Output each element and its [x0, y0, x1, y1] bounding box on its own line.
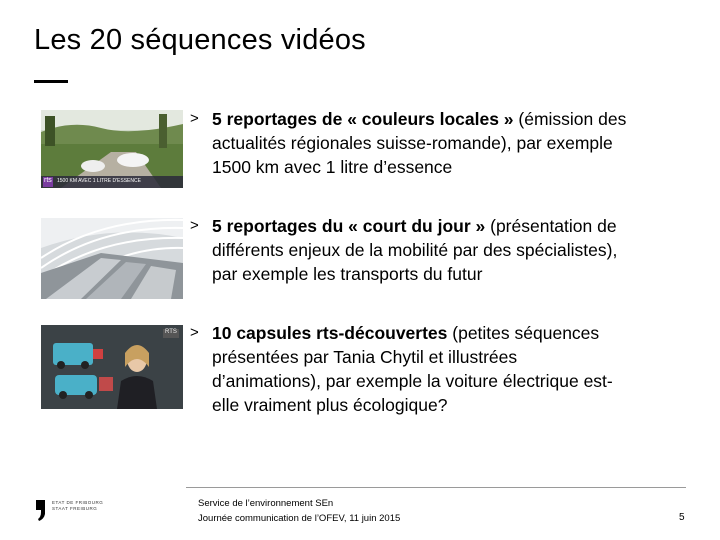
bullet-item-1 [190, 107, 690, 179]
thumbnail-1-caption: rts [44, 177, 52, 184]
bullet-item-3 [190, 321, 690, 417]
fribourg-logo-icon [36, 498, 48, 522]
footer-divider [186, 487, 686, 488]
page-number: 5 [679, 512, 685, 523]
video-thumbnail-3[interactable] [41, 325, 183, 409]
title-underline [34, 80, 68, 83]
bullet-3-text: 10 capsules rts-découvertes (petites séquences présentées par Tania Chytil et illustrées d’animations), par exemple la voiture électrique est- elle vraiment plus écologique? [212, 323, 613, 415]
thumbnail-1-image [41, 110, 183, 188]
footer-event: Journée communication de l’OFEV, 11 juin 2015 [198, 513, 401, 524]
footer-service: Service de l’environnement SEn [198, 498, 334, 509]
bullet-1-text: 5 reportages de « couleurs locales » (émission des actualités régionales suisse-romande), par exemple 1500 km avec 1 litre d’essence [212, 109, 627, 177]
thumbnail-2-image [41, 218, 183, 299]
bullet-2-bold: 5 reportages du « court du jour » [212, 216, 486, 236]
bullet-3-bold: 10 capsules rts-découvertes [212, 323, 448, 343]
bullet-item-2 [190, 214, 690, 286]
slide-title: Les 20 séquences vidéos [34, 24, 366, 56]
thumbnail-3-badge: RTS [165, 329, 177, 335]
thumbnail-3-image [41, 325, 183, 409]
bullet-marker: > [190, 110, 199, 127]
bullet-marker: > [190, 324, 199, 341]
bullet-2-text: 5 reportages du « court du jour » (présentation de différents enjeux de la mobilité par des spécialistes), par exemple les transports du futur [212, 216, 618, 284]
bullet-marker: > [190, 217, 199, 234]
video-thumbnail-1[interactable] [41, 110, 183, 188]
bullet-1-bold: 5 reportages de « couleurs locales » [212, 109, 514, 129]
thumbnail-1-banner: 1500 KM AVEC 1 LITRE D'ESSENCE [57, 178, 141, 184]
logo-text: ETAT DE FRIBOURG STAAT FREIBURG [52, 500, 104, 511]
video-thumbnail-2[interactable] [41, 218, 183, 299]
